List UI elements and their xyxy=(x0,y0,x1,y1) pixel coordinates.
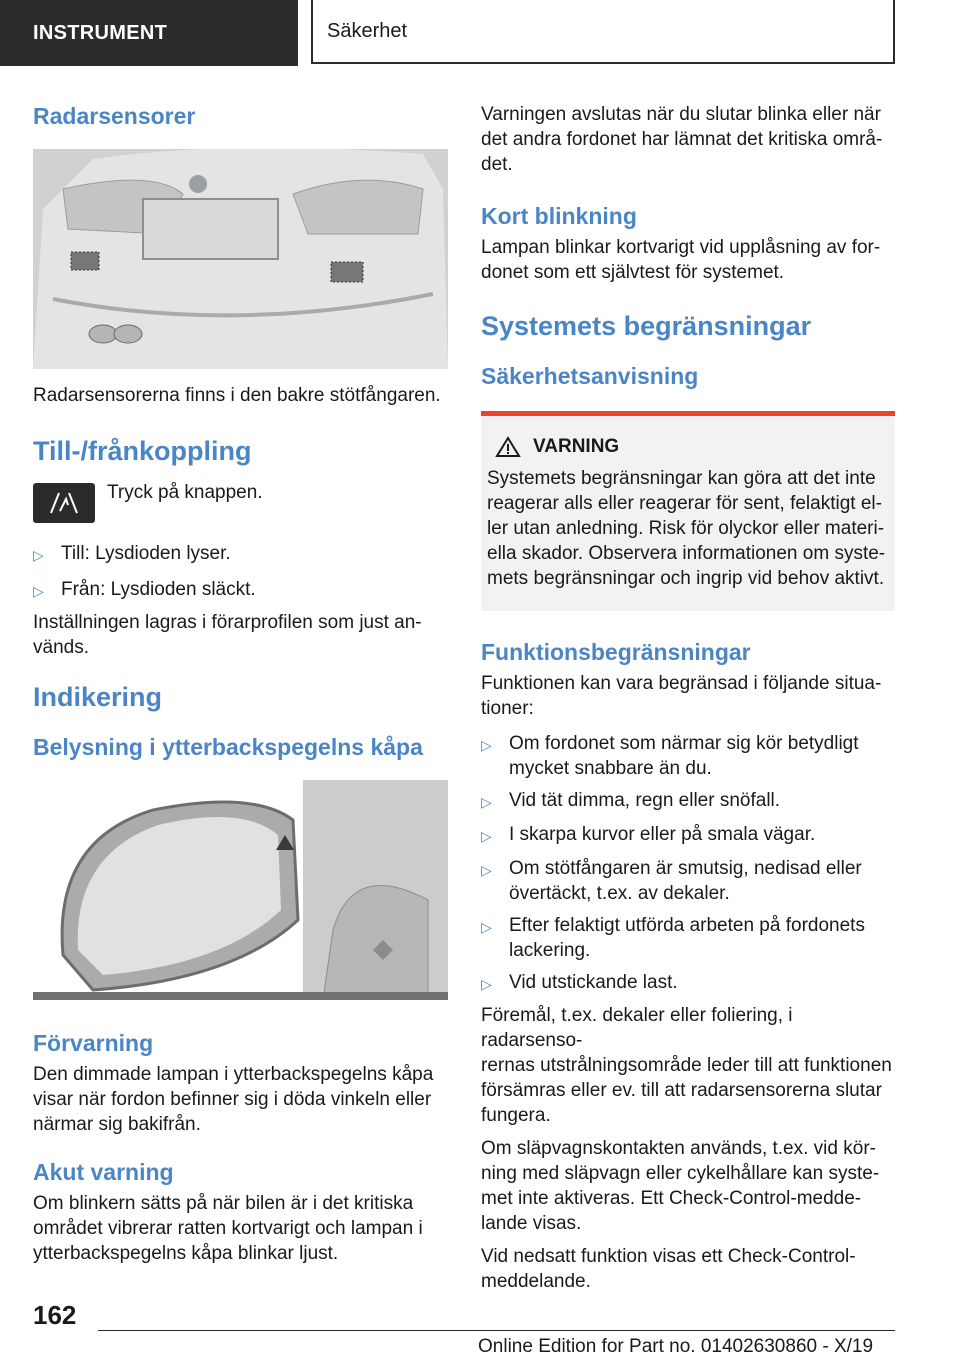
warning-text: Systemets begränsningar kan göra att det inte reagerar alls eller reagerar för sent, felaktigt el- ler utan anledning. Risk för olyckor eller materi- ella skador. Observera informationen om syste- mets begränsningar och ingrip vid behov aktivt. xyxy=(487,468,886,589)
prewarning-heading: Förvarning xyxy=(33,1030,154,1056)
list-item: ▷ I skarpa kurvor eller på smala vägar. xyxy=(481,822,895,849)
bullet-triangle-icon: ▷ xyxy=(481,794,492,810)
list-item: ▷ Till: Lysdioden lyser. xyxy=(33,541,448,568)
short-blink-heading: Kort blinkning xyxy=(481,203,637,229)
limits-heading: Systemets begränsningar xyxy=(481,311,812,341)
warning-label: VARNING xyxy=(533,436,620,457)
toggle-note: Inställningen lagras i förarprofilen som just an- vänds. xyxy=(33,612,422,658)
func-heading: Funktionsbegränsningar xyxy=(481,639,751,665)
footer-divider xyxy=(98,1330,895,1331)
end-warning-text: Varningen avslutas när du slutar blinka eller när det andra fordonet har lämnat det kritiska områ- det. xyxy=(481,104,883,175)
lane-change-button-icon xyxy=(33,483,95,523)
indication-heading: Indikering xyxy=(33,682,163,712)
list-item: ▷ Från: Lysdioden släckt. xyxy=(33,577,448,604)
safety-heading: Säkerhetsanvisning xyxy=(481,363,699,389)
right-column xyxy=(481,96,895,1294)
bullet-triangle-icon: ▷ xyxy=(481,976,492,992)
toggle-text: Tryck på knappen. xyxy=(107,482,263,503)
func-intro: Funktionen kan vara begränsad i följande situa- tioner: xyxy=(481,673,882,719)
list-item: ▷ Vid utstickande last. xyxy=(481,970,895,997)
acute-heading: Akut varning xyxy=(33,1159,174,1185)
short-blink-text: Lampan blinkar kortvarigt vid upplåsning av for- donet som ett självtest för systemet. xyxy=(481,237,881,283)
func-bullets xyxy=(481,731,895,997)
warning-box xyxy=(481,411,895,611)
list-item: ▷ Efter felaktigt utförda arbeten på fordonets lackering. xyxy=(481,915,865,961)
mirror-image xyxy=(33,780,448,1000)
warning-triangle-icon xyxy=(495,436,521,458)
list-item: ▷ Om fordonet som närmar sig kör betydligt mycket snabbare än du. xyxy=(481,733,859,779)
paragraph-interference: Föremål, t.ex. dekaler eller foliering, i radarsenso- rernas utstrålningsområde leder till att funktionen försämras eller ev. till att radarsensorerna slutar fungera. xyxy=(481,1005,892,1126)
car-rear-illustration xyxy=(33,149,448,369)
section-tab: INSTRUMENT xyxy=(0,0,298,66)
bullet-triangle-icon: ▷ xyxy=(33,583,44,599)
paragraph-check-control: Vid nedsatt funktion visas ett Check-Control- meddelande. xyxy=(481,1246,856,1292)
list-item: ▷ Om stötfångaren är smutsig, nedisad eller övertäckt, t.ex. av dekaler. xyxy=(481,858,862,904)
toggle-row xyxy=(33,480,448,523)
left-column xyxy=(33,96,448,1266)
chapter-title: Säkerhet xyxy=(311,0,895,64)
bullet-triangle-icon: ▷ xyxy=(481,919,492,935)
warning-title xyxy=(487,436,887,458)
toggle-bullets xyxy=(33,541,448,604)
acute-text: Om blinkern sätts på när bilen är i det kritiska området vibrerar ratten kortvarigt och lampan i ytterbackspegelns kåpa blinkar ljust. xyxy=(33,1193,423,1264)
paragraph-trailer: Om släpvagnskontakten används, t.ex. vid kör- ning med släpvagn eller cykelhållare kan syste- met inte aktiveras. Ett Check-Control-medde- lande visas. xyxy=(481,1138,880,1234)
bullet-triangle-icon: ▷ xyxy=(481,828,492,844)
radar-caption: Radarsensorerna finns i den bakre stötfångaren. xyxy=(33,385,441,406)
list-item: ▷ Vid tät dimma, regn eller snöfall. xyxy=(481,788,895,815)
bullet-triangle-icon: ▷ xyxy=(481,737,492,753)
mirror-heading: Belysning i ytterbackspegelns kåpa xyxy=(33,734,423,760)
footer-edition: Online Edition for Part no. 01402630860 - X/19 xyxy=(478,1336,874,1357)
radar-heading: Radarsensorer xyxy=(33,103,196,129)
mirror-illustration xyxy=(33,780,448,1000)
page-header xyxy=(0,0,960,66)
prewarning-text: Den dimmade lampan i ytterbackspegelns kåpa visar när fordon befinner sig i döda vinkeln eller närmar sig bakifrån. xyxy=(33,1064,434,1135)
bullet-triangle-icon: ▷ xyxy=(481,862,492,878)
bullet-triangle-icon: ▷ xyxy=(33,547,44,563)
page-number: 162 xyxy=(33,1300,77,1330)
car-rear-image xyxy=(33,149,448,369)
toggle-heading: Till-/frånkoppling xyxy=(33,436,252,466)
